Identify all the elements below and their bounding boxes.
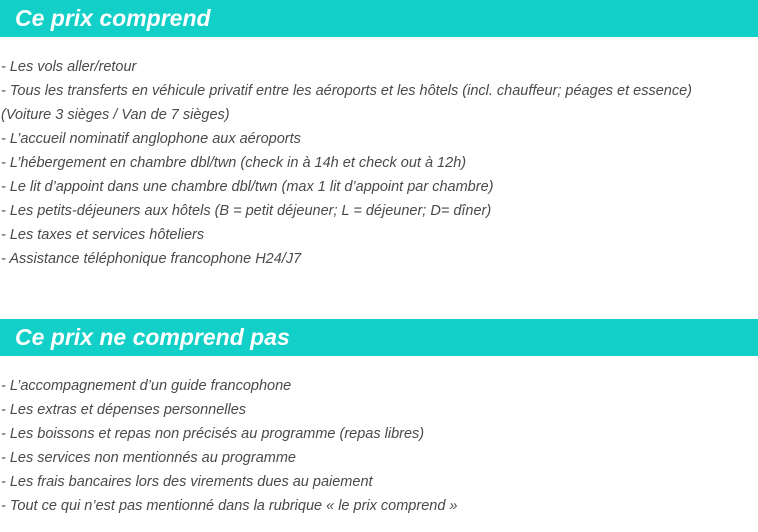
included-header: Ce prix comprend (0, 0, 758, 37)
excluded-item: - Les frais bancaires lors des virements dues au paiement (1, 474, 373, 490)
included-item: - L’hébergement en chambre dbl/twn (check in à 14h et check out à 12h) (1, 155, 467, 171)
included-item: - Les vols aller/retour (1, 59, 137, 75)
included-item: - Les taxes et services hôteliers (1, 227, 205, 243)
included-item: - L’accueil nominatif anglophone aux aéroports (1, 131, 301, 147)
included-item: - Assistance téléphonique francophone H24/J7 (1, 251, 302, 267)
excluded-item: - Les extras et dépenses personnelles (1, 402, 247, 418)
included-list (0, 37, 758, 271)
included-item: - Le lit d’appoint dans une chambre dbl/twn (max 1 lit d’appoint par chambre) (1, 179, 494, 195)
excluded-section (0, 319, 758, 518)
excluded-item: - Tout ce qui n’est pas mentionné dans la rubrique « le prix comprend » (1, 498, 458, 514)
excluded-list (0, 356, 758, 518)
included-item: - Tous les transferts en véhicule privatif entre les aéroports et les hôtels (incl. chauffeur; péages et essence) (Voiture 3 sièges / Van de 7 sièges) (1, 83, 692, 123)
excluded-item: - Les boissons et repas non précisés au programme (repas libres) (1, 426, 425, 442)
excluded-item: - L’accompagnement d’un guide francophone (1, 378, 292, 394)
excluded-item: - Les services non mentionnés au programme (1, 450, 296, 466)
included-item: - Les petits-déjeuners aux hôtels (B = petit déjeuner; L = déjeuner; D= dîner) (1, 203, 492, 219)
excluded-header: Ce prix ne comprend pas (0, 319, 758, 356)
